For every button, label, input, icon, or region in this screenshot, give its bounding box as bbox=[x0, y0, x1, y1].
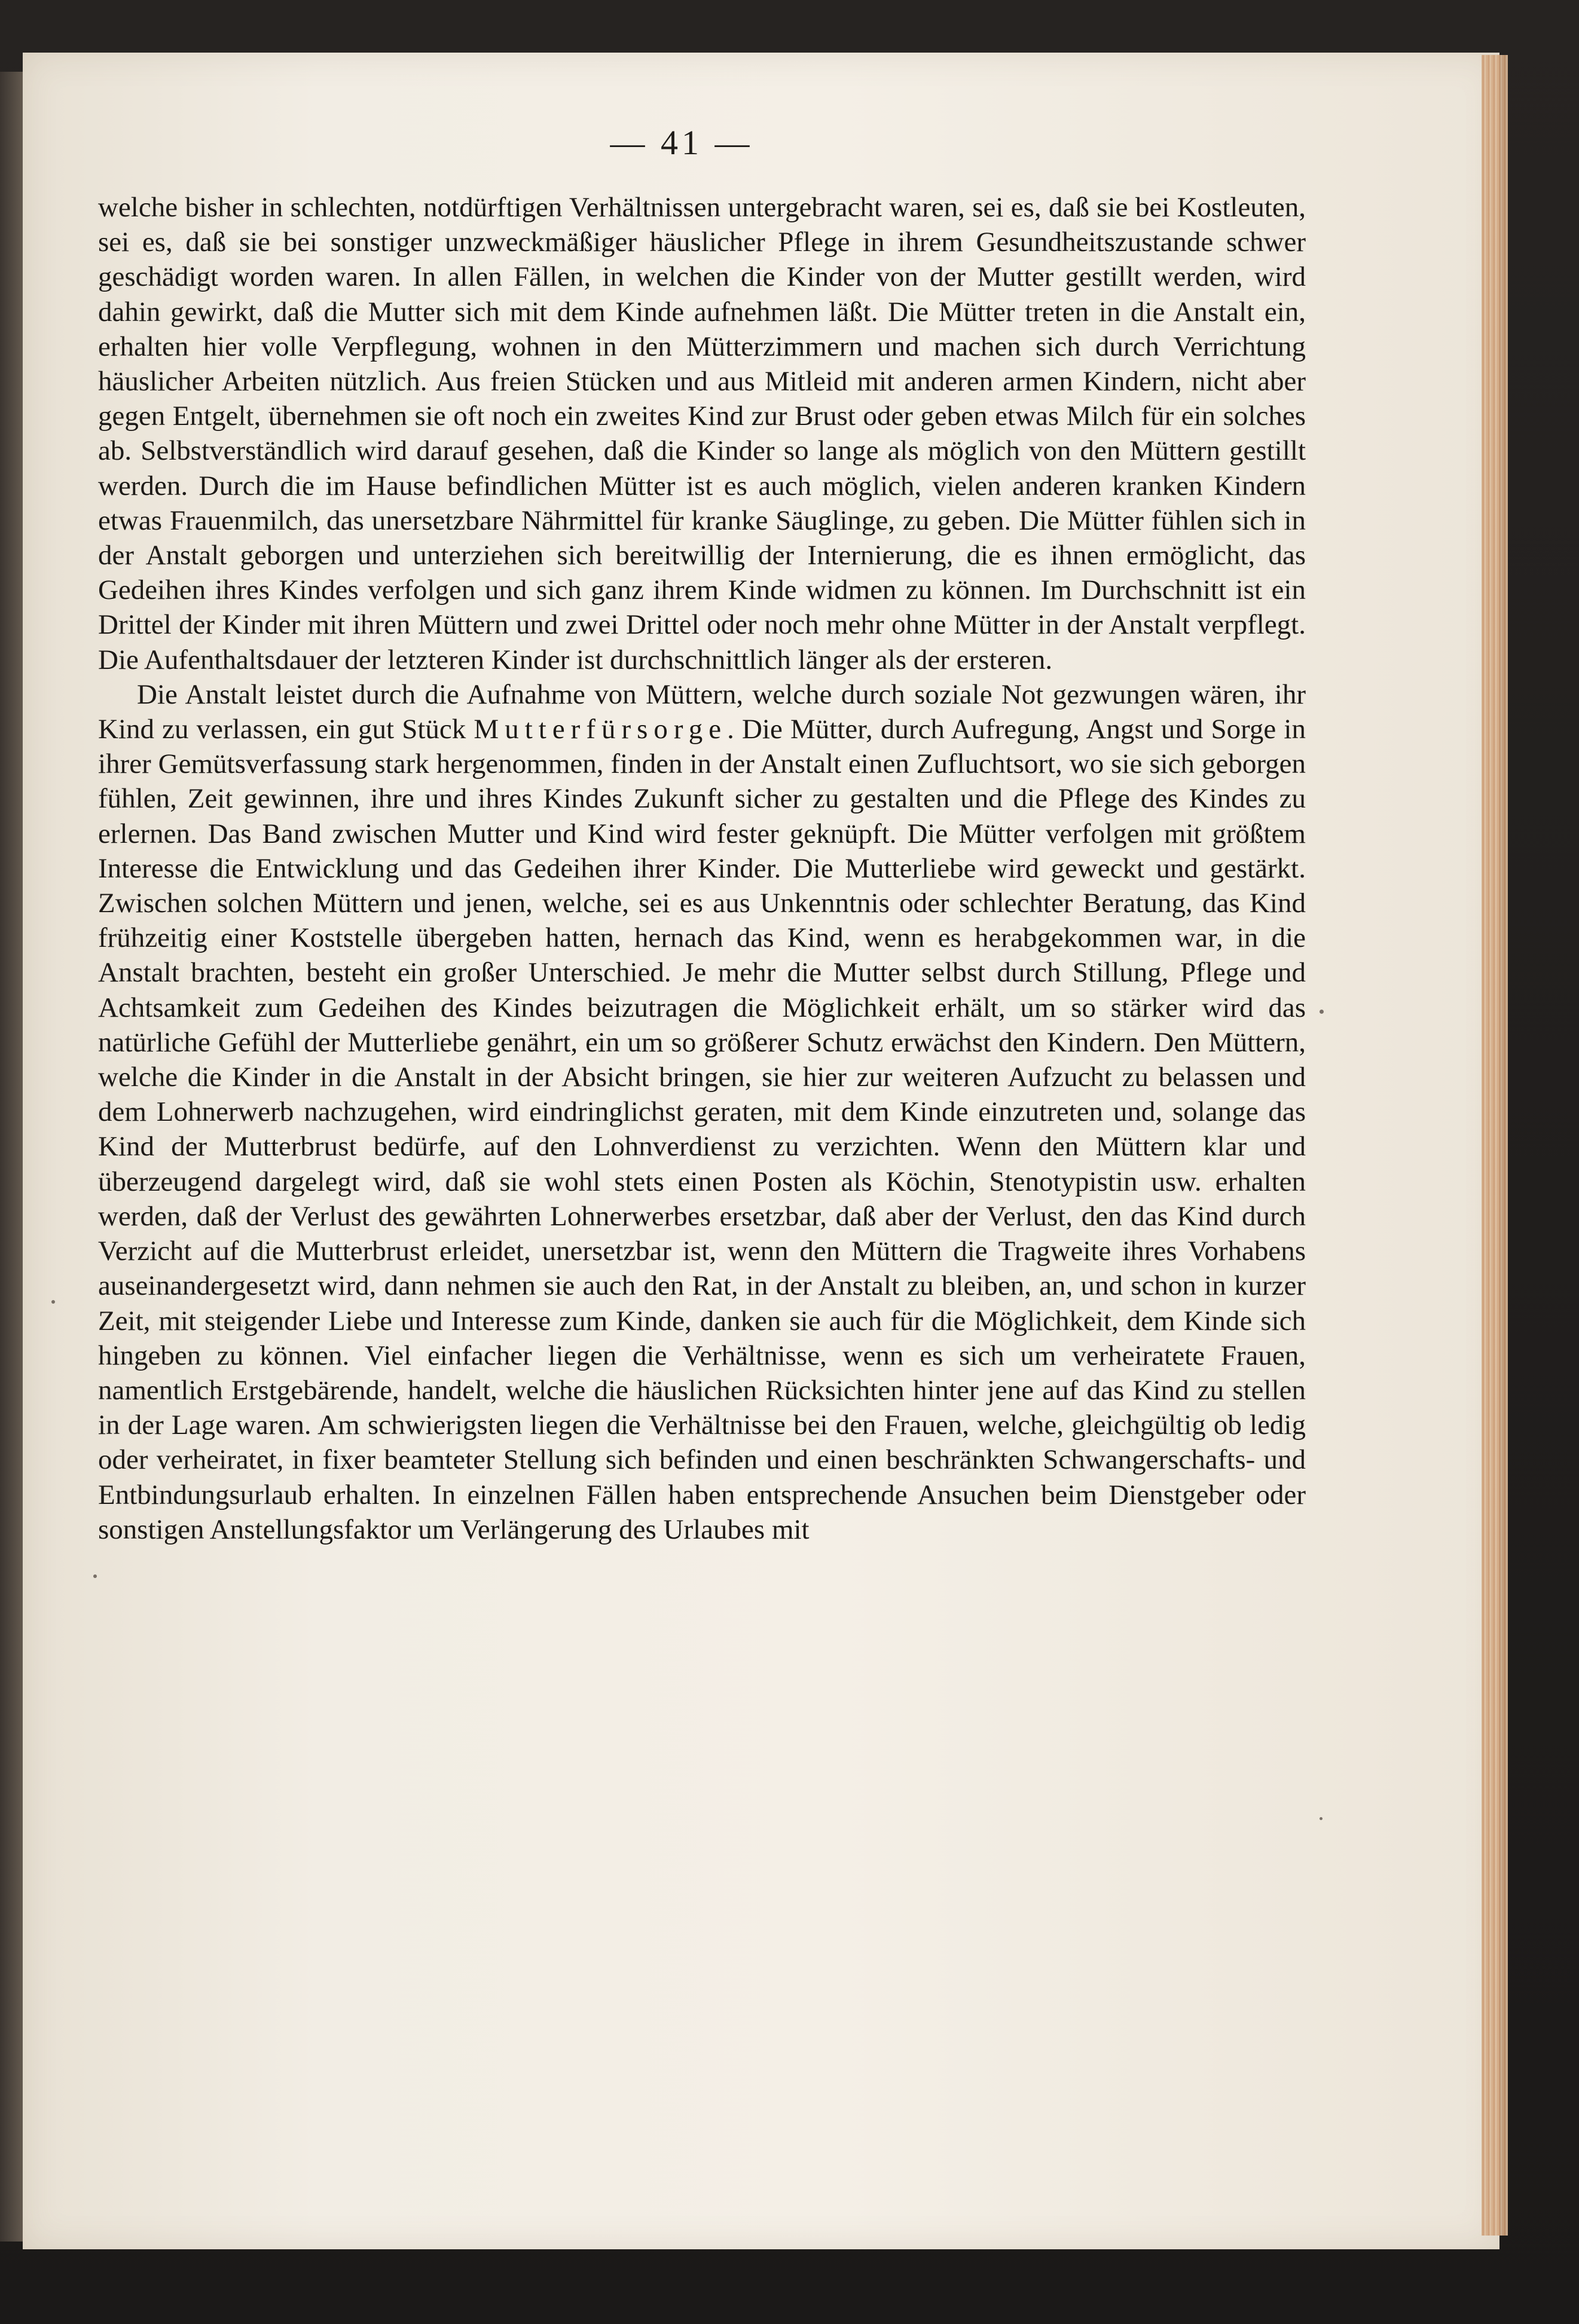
page-number: — 41 — bbox=[610, 123, 753, 162]
emphasized-word: Mutterfürsorge bbox=[474, 714, 728, 745]
paragraph-2 bbox=[98, 677, 1306, 1547]
page-stack-edge bbox=[1482, 55, 1508, 2236]
body-text bbox=[98, 190, 1306, 2073]
paper-speck bbox=[51, 1300, 55, 1304]
paragraph-2-text-end: . Die Mütter, durch Aufregung, Angst und Sorge in ihrer Gemütsverfassung stark hergenommen, finden in der Anstalt einen Zufluchtsort, wo sie sich geborgen fühlen, Zeit gewinnen, ihre und ihres Kindes Zukunft sicher zu gestalten und die Pflege des Kindes zu erlernen. Das Band zwischen Mutter und Kind wird fester geknüpft. Die Mütter verfolgen mit größtem Interesse die Entwicklung und das Gedeihen ihrer Kinder. Die Mutterliebe wird geweckt und gestärkt. Zwischen solchen Müttern und jenen, welche, sei es aus Unkenntnis oder schlechter Beratung, das Kind frühzeitig einer Koststelle übergeben hatten, hernach das Kind, wenn es herabgekommen war, in die Anstalt brachten, besteht ein großer Unterschied. Je mehr die Mutter selbst durch Stillung, Pflege und Achtsamkeit zum Gedeihen des Kindes beizutragen die Möglichkeit erhält, um so stärker wird das natürliche Gefühl der Mutterliebe genährt, ein um so größerer Schutz erwächst den Kindern. Den Müttern, welche die Kinder in die Anstalt in der Absicht bringen, sie hier zur weiteren Aufzucht zu belassen und dem Lohnerwerb nachzugehen, wird eindringlichst geraten, mit dem Kinde einzutreten und, solange das Kind der Mutterbrust bedürfe, auf den Lohnverdienst zu verzichten. Wenn den Müttern klar und überzeugend dargelegt wird, daß sie wohl stets einen Posten als Köchin, Stenotypistin usw. erhalten werden, daß der Verlust des gewährten Lohnerwerbes ersetzbar, daß aber der Verlust, den das Kind durch Verzicht auf die Mutterbrust erleidet, unersetzbar ist, wenn den Müttern die Tragweite ihres Vorhabens auseinandergesetzt wird, dann nehmen sie auch den Rat, in der Anstalt zu bleiben, an, und schon in kurzer Zeit, mit steigender Liebe und Interesse zum Kinde, danken sie auch für die Möglichkeit, dem Kinde sich hingeben zu können. Viel einfacher liegen die Verhältnisse, wenn es sich um verheiratete Frauen, namentlich Erstgebärende, handelt, welche die häuslichen Rücksichten hinter jene auf das Kind zu stellen in der Lage waren. Am schwierigsten liegen die Verhältnisse bei den Frauen, welche, gleichgültig ob ledig oder verheiratet, in fixer beamteter Stellung sich befinden und einen beschränkten Schwangerschafts- und Entbindungsurlaub erhalten. In einzelnen Fällen haben entsprechende Ansuchen beim Dienstgeber oder sonstigen Anstellungsfaktor um Verlängerung des Urlaubes mit bbox=[98, 714, 1306, 1545]
paper-speck bbox=[93, 1574, 97, 1578]
paper-speck bbox=[1320, 1010, 1324, 1014]
paragraph-1: welche bisher in schlechten, notdürftigen Verhältnissen untergebracht waren, sei es, daß sie bei Kostleuten, sei es, daß sie bei sonstiger unzweckmäßiger häuslicher Pflege in ihrem Gesundheitszustande schwer geschädigt worden waren. In allen Fällen, in welchen die Kinder von der Mutter gestillt werden, wird dahin gewirkt, daß die Mutter sich mit dem Kinde aufnehmen läßt. Die Mütter treten in die Anstalt ein, erhalten hier volle Verpflegung, wohnen in den Mütterzimmern und machen sich durch Verrichtung häuslicher Arbeiten nützlich. Aus freien Stücken und aus Mitleid mit anderen armen Kindern, nicht aber gegen Entgelt, übernehmen sie oft noch ein zweites Kind zur Brust oder geben etwas Milch für ein solches ab. Selbstverständlich wird darauf gesehen, daß die Kinder so lange als möglich von den Müttern gestillt werden. Durch die im Hause befindlichen Mütter ist es auch möglich, vielen anderen kranken Kindern etwas Frauenmilch, das unersetzbare Nährmittel für kranke Säuglinge, zu geben. Die Mütter fühlen sich in der Anstalt geborgen und unterziehen sich bereitwillig der Internierung, die es ihnen ermöglicht, das Gedeihen ihres Kindes verfolgen und sich ganz ihrem Kinde widmen zu können. Im Durchschnitt ist ein Drittel der Kinder mit ihren Müttern und zwei Drittel oder noch mehr ohne Mütter in der Anstalt verpflegt. Die Aufenthaltsdauer der letzteren Kinder ist durchschnittlich länger als der ersteren. bbox=[98, 192, 1306, 675]
paragraph-2-text-start: Die Anstalt leistet durch die Aufnahme von Müttern, welche durch soziale Not gezwungen wären, ihr Kind zu verlassen, ein gut Stück bbox=[98, 678, 1306, 745]
paper-speck bbox=[1320, 1817, 1323, 1820]
